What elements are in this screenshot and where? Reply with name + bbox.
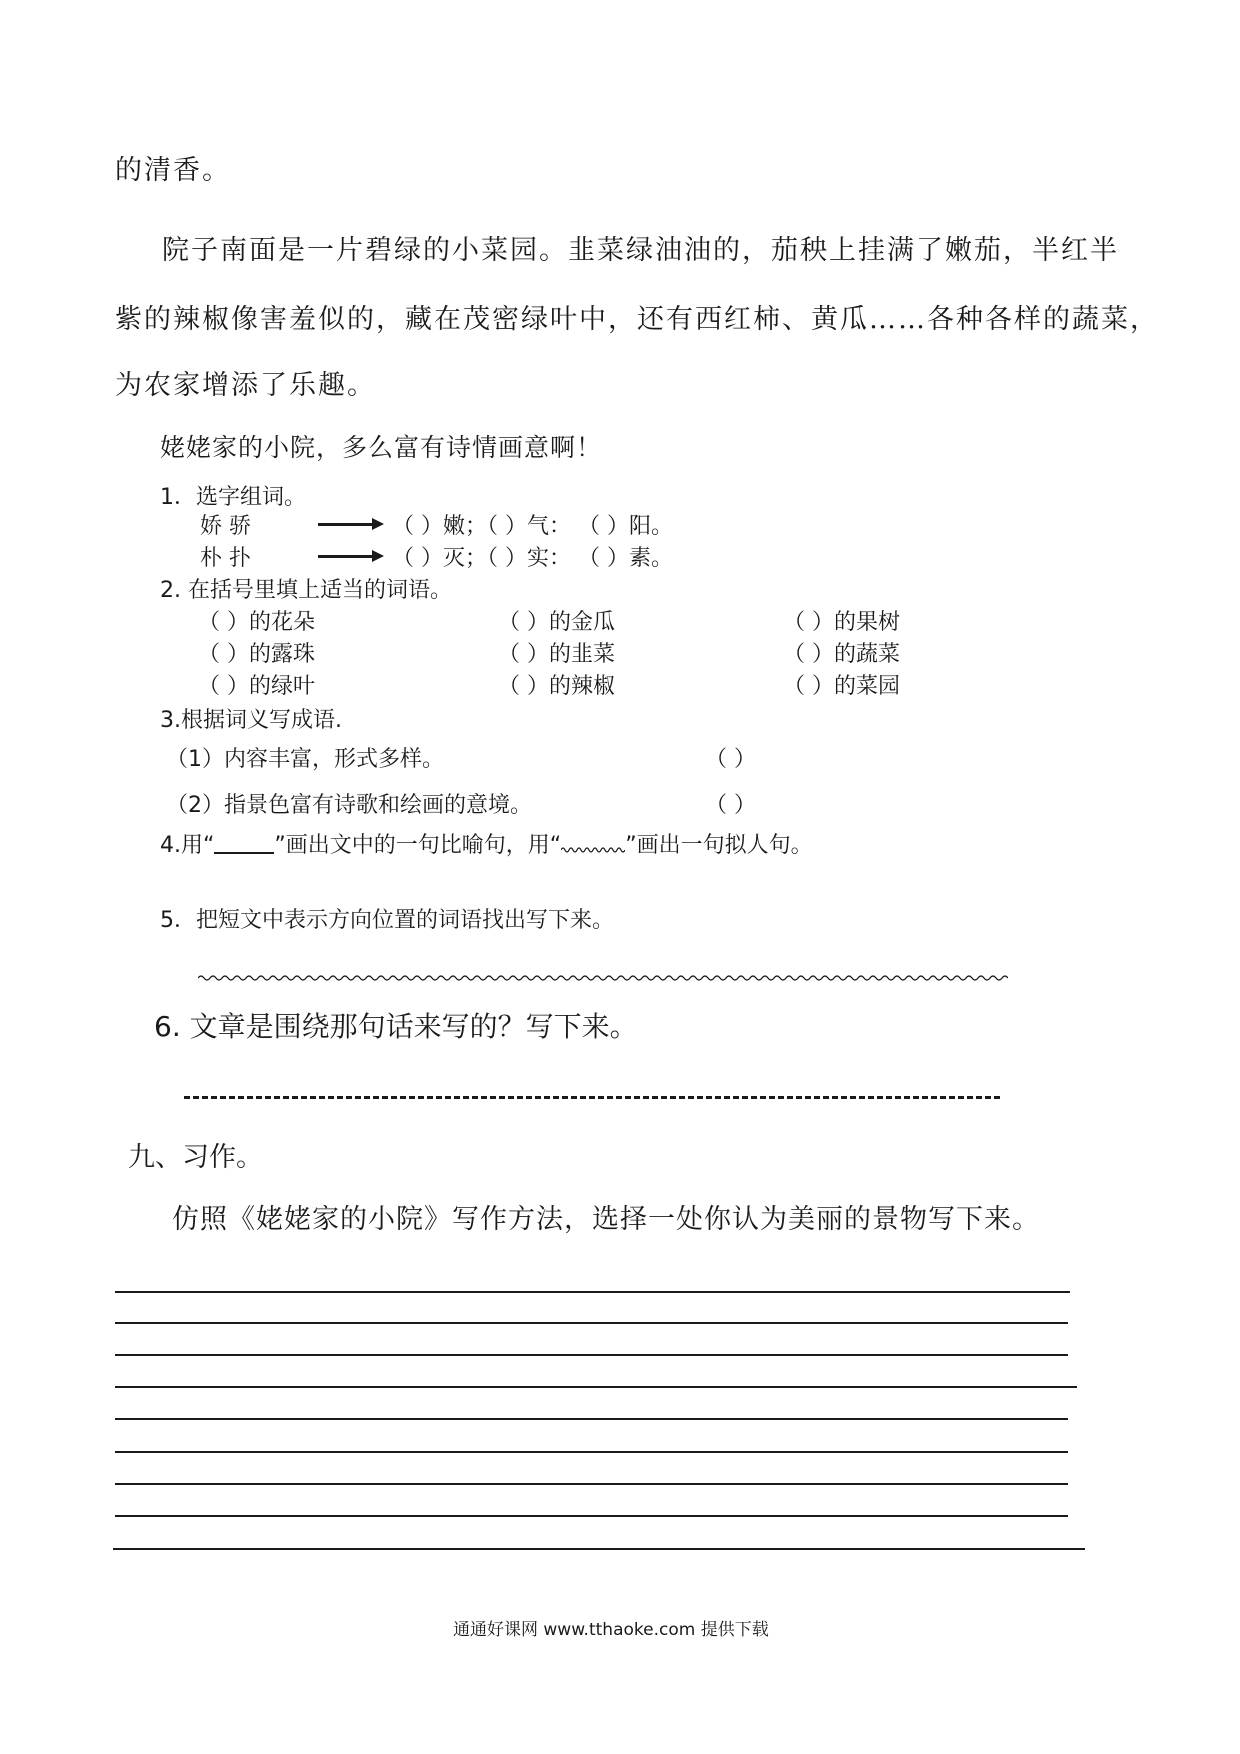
q6-answer-line bbox=[184, 1096, 1000, 1099]
writing-line bbox=[115, 1418, 1068, 1420]
writing-line bbox=[115, 1451, 1068, 1453]
q2-title: 2. 在括号里填上适当的词语。 bbox=[160, 578, 452, 603]
passage-line-1: 的清香。 bbox=[115, 155, 231, 186]
q5-title: 5．把短文中表示方向位置的词语找出写下来。 bbox=[160, 908, 614, 933]
writing-line bbox=[115, 1483, 1068, 1485]
q2-r2-c1: （ ）的露珠 bbox=[198, 642, 315, 667]
wavy-underline-sample bbox=[561, 844, 625, 856]
passage-line-5: 姥姥家的小院，多么富有诗情画意啊！ bbox=[160, 433, 603, 462]
section-9-prompt: 仿照《姥姥家的小院》写作方法，选择一处你认为美丽的景物写下来。 bbox=[172, 1204, 1040, 1235]
q2-r1-c2: （ ）的金瓜 bbox=[498, 610, 615, 635]
q1-row1-items: （ ）嫩；（ ）气： （ ）阳。 bbox=[392, 514, 673, 539]
writing-line bbox=[115, 1515, 1068, 1517]
q4-line bbox=[160, 828, 813, 859]
q2-r3-c2: （ ）的辣椒 bbox=[498, 674, 615, 699]
q3-item-2: （2）指景色富有诗歌和绘画的意境。 bbox=[166, 793, 532, 818]
q2-r1-c1: （ ）的花朵 bbox=[198, 610, 315, 635]
writing-line bbox=[115, 1386, 1077, 1388]
q2-r2-c3: （ ）的蔬菜 bbox=[783, 642, 900, 667]
q4-suffix: ”画出一句拟人句。 bbox=[625, 833, 813, 858]
q2-r2-c2: （ ）的韭菜 bbox=[498, 642, 615, 667]
section-9-title: 九、习作。 bbox=[128, 1142, 263, 1173]
q3-item-2-blank: （ ） bbox=[705, 793, 756, 818]
q1-row1-arrow bbox=[318, 523, 380, 526]
q3-item-1-blank: （ ） bbox=[705, 747, 756, 772]
q6-title: 6. 文章是围绕那句话来写的？写下来。 bbox=[154, 1010, 638, 1043]
q1-row1-chars: 娇 骄 bbox=[200, 514, 251, 539]
q4-mid: ”画出文中的一句比喻句，用“ bbox=[274, 833, 562, 858]
straight-underline-sample bbox=[214, 852, 274, 854]
q1-title: 1．选字组词。 bbox=[160, 485, 306, 510]
writing-line bbox=[113, 1548, 1085, 1550]
q3-item-1: （1）内容丰富，形式多样。 bbox=[166, 747, 444, 772]
q2-r3-c1: （ ）的绿叶 bbox=[198, 674, 315, 699]
writing-line bbox=[115, 1354, 1068, 1356]
q2-r3-c3: （ ）的菜园 bbox=[783, 674, 900, 699]
q5-answer-line bbox=[198, 972, 1008, 984]
q1-row2-arrow bbox=[318, 555, 380, 558]
q2-r1-c3: （ ）的果树 bbox=[783, 610, 900, 635]
footer-text: 通通好课网 www.tthaoke.com 提供下载 bbox=[453, 1620, 769, 1640]
q1-row2-items: （ ）灭；（ ）实： （ ）素。 bbox=[392, 546, 673, 571]
writing-line bbox=[115, 1291, 1070, 1293]
q3-title: 3.根据词义写成语. bbox=[160, 708, 342, 733]
q1-row2-chars: 朴 扑 bbox=[200, 546, 251, 571]
passage-line-3: 紫的辣椒像害羞似的，藏在茂密绿叶中，还有西红柿、黄瓜……各种各样的蔬菜， bbox=[115, 304, 1159, 335]
q4-prefix: 4.用“ bbox=[160, 833, 215, 858]
passage-line-4: 为农家增添了乐趣。 bbox=[115, 370, 376, 401]
passage-line-2: 院子南面是一片碧绿的小菜园。韭菜绿油油的，茄秧上挂满了嫩茄，半红半 bbox=[162, 235, 1119, 266]
writing-line bbox=[115, 1322, 1068, 1324]
